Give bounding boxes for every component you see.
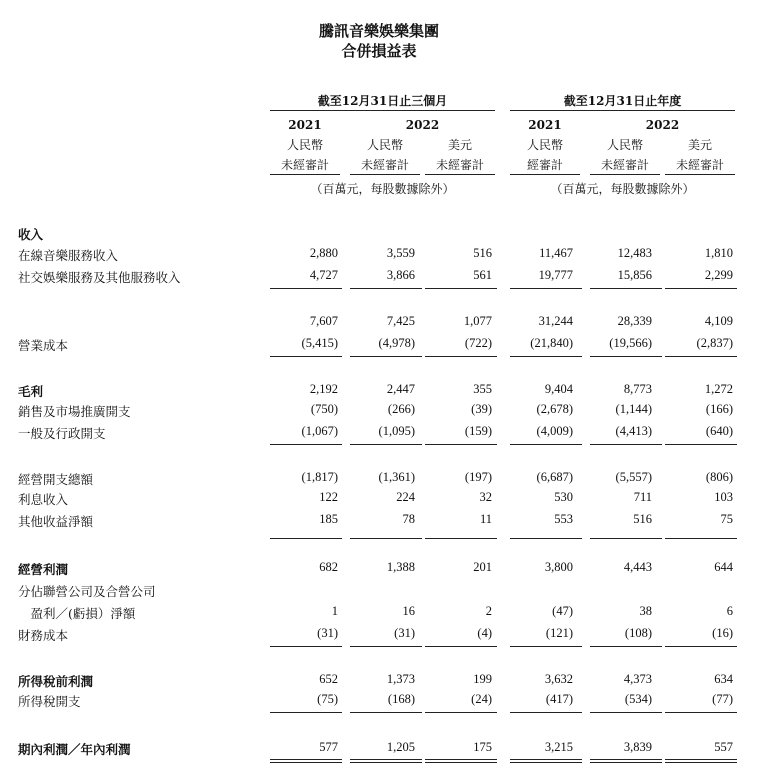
row-value: (534) [624, 692, 652, 706]
row-value: (31) [317, 626, 338, 640]
row-label: 分佔聯營公司及合營公司 [18, 584, 156, 599]
row-value: (1,144) [615, 402, 652, 416]
audit-header: 未經審計 [435, 158, 484, 172]
subtotal-rule [270, 444, 342, 445]
row-value: 1,205 [386, 740, 415, 754]
row-value: 561 [473, 268, 492, 282]
subtotal-rule [350, 444, 422, 445]
unit-note: （百萬元，每股數據除外） [550, 182, 695, 196]
row-value: 199 [473, 672, 492, 686]
subtotal-rule [270, 356, 342, 357]
subtotal-rule [590, 444, 662, 445]
row-value: 122 [319, 490, 338, 504]
row-value: (47) [552, 604, 573, 618]
row-label: 銷售及市場推廣開支 [18, 404, 131, 419]
year-header: 2021 [288, 118, 322, 132]
row-value: 15,856 [617, 268, 652, 282]
subtotal-rule [425, 538, 497, 539]
unit-note: （百萬元，每股數據除外） [310, 182, 455, 196]
row-value: 75 [720, 512, 733, 526]
currency-header: 美元 [687, 138, 712, 152]
total-double-rule [590, 759, 662, 760]
row-label: 毛利 [18, 384, 44, 399]
year-header: 2021 [528, 118, 562, 132]
subtotal-rule [510, 356, 582, 357]
row-label: 一般及行政開支 [18, 426, 106, 441]
header-underline [350, 174, 420, 175]
row-value: 16 [402, 604, 415, 618]
row-label: 財務成本 [18, 628, 69, 643]
row-value: (77) [712, 692, 733, 706]
row-value: 3,559 [386, 246, 415, 260]
audit-header: 未經審計 [600, 158, 649, 172]
subtotal-rule [350, 712, 422, 713]
subtotal-rule [510, 646, 582, 647]
subtotal-rule [350, 646, 422, 647]
subtotal-rule [510, 538, 582, 539]
row-value: 103 [714, 490, 733, 504]
row-value: 4,373 [623, 672, 652, 686]
group-header-full-year: 截至12月31日止年度 [563, 94, 682, 108]
subtotal-rule [270, 288, 342, 289]
total-double-rule [665, 762, 737, 763]
row-value: 553 [554, 512, 573, 526]
row-value: 38 [639, 604, 652, 618]
total-double-rule [270, 759, 342, 760]
currency-header: 美元 [447, 138, 472, 152]
total-double-rule [590, 762, 662, 763]
row-value: 32 [479, 490, 492, 504]
header-underline [590, 174, 660, 175]
row-value: 652 [319, 672, 338, 686]
row-value: 224 [396, 490, 415, 504]
header-underline [270, 174, 340, 175]
row-label: 在線音樂服務收入 [18, 248, 119, 263]
row-value: 557 [714, 740, 733, 754]
row-value: (16) [712, 626, 733, 640]
subtotal-rule [590, 288, 662, 289]
total-double-rule [425, 759, 497, 760]
company-name: 騰訊音樂娛樂集團 [318, 22, 439, 40]
row-value: 8,773 [623, 382, 652, 396]
row-value: (806) [705, 470, 733, 484]
row-value: 530 [554, 490, 573, 504]
subtotal-rule [350, 538, 422, 539]
row-value: 201 [473, 560, 492, 574]
header-underline [665, 174, 735, 175]
row-value: 3,866 [386, 268, 415, 282]
row-value: 19,777 [538, 268, 573, 282]
group-underline [270, 110, 495, 111]
row-value: 1,272 [704, 382, 733, 396]
row-value: (6,687) [536, 470, 573, 484]
row-value: 2,880 [309, 246, 338, 260]
group-header-three-months: 截至12月31日止三個月 [317, 94, 448, 108]
row-value: (24) [471, 692, 492, 706]
row-value: 634 [714, 672, 733, 686]
row-label: 收入 [18, 227, 44, 242]
row-value: 4,727 [309, 268, 338, 282]
header-underline [510, 174, 580, 175]
row-label: 期內利潤／年內利潤 [18, 742, 131, 757]
row-value: 516 [473, 246, 492, 260]
row-value: (31) [394, 626, 415, 640]
row-value: (4,009) [536, 424, 573, 438]
row-value: 3,215 [544, 740, 573, 754]
audit-header: 經審計 [526, 158, 563, 172]
subtotal-rule [665, 288, 737, 289]
row-value: 1 [331, 604, 338, 618]
year-header: 2022 [405, 118, 440, 132]
subtotal-rule [270, 538, 342, 539]
row-label: 營業成本 [18, 338, 69, 353]
row-value: (2,837) [696, 336, 733, 350]
subtotal-rule [510, 712, 582, 713]
total-double-rule [350, 759, 422, 760]
row-value: 7,607 [309, 314, 338, 328]
row-label: 盈利／(虧損）淨額 [18, 606, 136, 621]
row-value: 1,077 [463, 314, 492, 328]
subtotal-rule [665, 712, 737, 713]
header-underline [425, 174, 495, 175]
total-double-rule [665, 759, 737, 760]
row-value: (4,978) [378, 336, 415, 350]
row-value: (108) [624, 626, 652, 640]
row-value: 175 [473, 740, 492, 754]
total-double-rule [425, 762, 497, 763]
row-value: 9,404 [544, 382, 573, 396]
row-value: 682 [319, 560, 338, 574]
subtotal-rule [590, 356, 662, 357]
row-value: (4) [477, 626, 492, 640]
currency-header: 人民幣 [606, 138, 643, 152]
row-value: 644 [714, 560, 733, 574]
row-value: (1,095) [378, 424, 415, 438]
row-value: (19,566) [609, 336, 652, 350]
row-value: 31,244 [538, 314, 573, 328]
subtotal-rule [665, 444, 737, 445]
row-value: 577 [319, 740, 338, 754]
row-value: (722) [464, 336, 492, 350]
row-value: 11,467 [539, 246, 573, 260]
total-double-rule [510, 759, 582, 760]
row-value: (640) [705, 424, 733, 438]
subtotal-rule [425, 646, 497, 647]
row-label: 所得稅前利潤 [18, 674, 94, 689]
row-value: 2 [485, 604, 492, 618]
row-label: 其他收益淨額 [18, 514, 94, 529]
subtotal-rule [665, 356, 737, 357]
subtotal-rule [665, 646, 737, 647]
row-value: (1,067) [301, 424, 338, 438]
row-label: 利息收入 [18, 492, 69, 507]
row-value: 1,810 [704, 246, 733, 260]
row-value: (5,415) [301, 336, 338, 350]
currency-header: 人民幣 [366, 138, 403, 152]
audit-header: 未經審計 [675, 158, 724, 172]
row-value: 1,373 [386, 672, 415, 686]
row-value: (197) [464, 470, 492, 484]
row-value: 3,800 [544, 560, 573, 574]
currency-header: 人民幣 [286, 138, 323, 152]
row-value: (159) [464, 424, 492, 438]
subtotal-rule [590, 646, 662, 647]
row-value: 3,632 [544, 672, 573, 686]
row-value: 711 [633, 490, 652, 504]
total-double-rule [350, 762, 422, 763]
row-value: (21,840) [530, 336, 573, 350]
subtotal-rule [270, 646, 342, 647]
row-value: 4,443 [623, 560, 652, 574]
row-value: (4,413) [615, 424, 652, 438]
row-value: 2,192 [309, 382, 338, 396]
row-value: (121) [545, 626, 573, 640]
subtotal-rule [510, 444, 582, 445]
row-value: (166) [705, 402, 733, 416]
row-value: 12,483 [617, 246, 652, 260]
subtotal-rule [590, 712, 662, 713]
group-underline [510, 110, 735, 111]
row-value: 28,339 [617, 314, 652, 328]
row-value: (168) [387, 692, 415, 706]
audit-header: 未經審計 [360, 158, 409, 172]
subtotal-rule [425, 288, 497, 289]
row-value: 185 [319, 512, 338, 526]
row-value: 78 [402, 512, 415, 526]
currency-header: 人民幣 [526, 138, 563, 152]
row-label: 經營利潤 [18, 562, 69, 577]
year-header: 2022 [645, 118, 680, 132]
subtotal-rule [425, 712, 497, 713]
row-value: (750) [310, 402, 338, 416]
row-value: (417) [545, 692, 573, 706]
row-label: 社交娛樂服務及其他服務收入 [18, 270, 181, 285]
statement-title: 合併損益表 [341, 42, 417, 60]
row-label: 所得稅開支 [18, 694, 81, 709]
subtotal-rule [425, 356, 497, 357]
row-label: 經營開支總額 [18, 472, 94, 487]
row-value: 1,388 [386, 560, 415, 574]
row-value: 4,109 [704, 314, 733, 328]
audit-header: 未經審計 [280, 158, 329, 172]
subtotal-rule [270, 712, 342, 713]
row-value: 3,839 [623, 740, 652, 754]
subtotal-rule [665, 538, 737, 539]
subtotal-rule [350, 288, 422, 289]
row-value: 7,425 [386, 314, 415, 328]
row-value: 2,299 [704, 268, 733, 282]
total-double-rule [510, 762, 582, 763]
total-double-rule [270, 762, 342, 763]
row-value: (75) [317, 692, 338, 706]
row-value: (2,678) [536, 402, 573, 416]
subtotal-rule [425, 444, 497, 445]
row-value: (1,817) [301, 470, 338, 484]
row-value: (266) [387, 402, 415, 416]
row-value: 355 [473, 382, 492, 396]
subtotal-rule [350, 356, 422, 357]
subtotal-rule [510, 288, 582, 289]
row-value: (5,557) [615, 470, 652, 484]
row-value: 516 [633, 512, 652, 526]
row-value: (39) [471, 402, 492, 416]
row-value: 11 [479, 512, 492, 526]
subtotal-rule [590, 538, 662, 539]
row-value: (1,361) [378, 470, 415, 484]
row-value: 2,447 [386, 382, 415, 396]
row-value: 6 [726, 604, 733, 618]
